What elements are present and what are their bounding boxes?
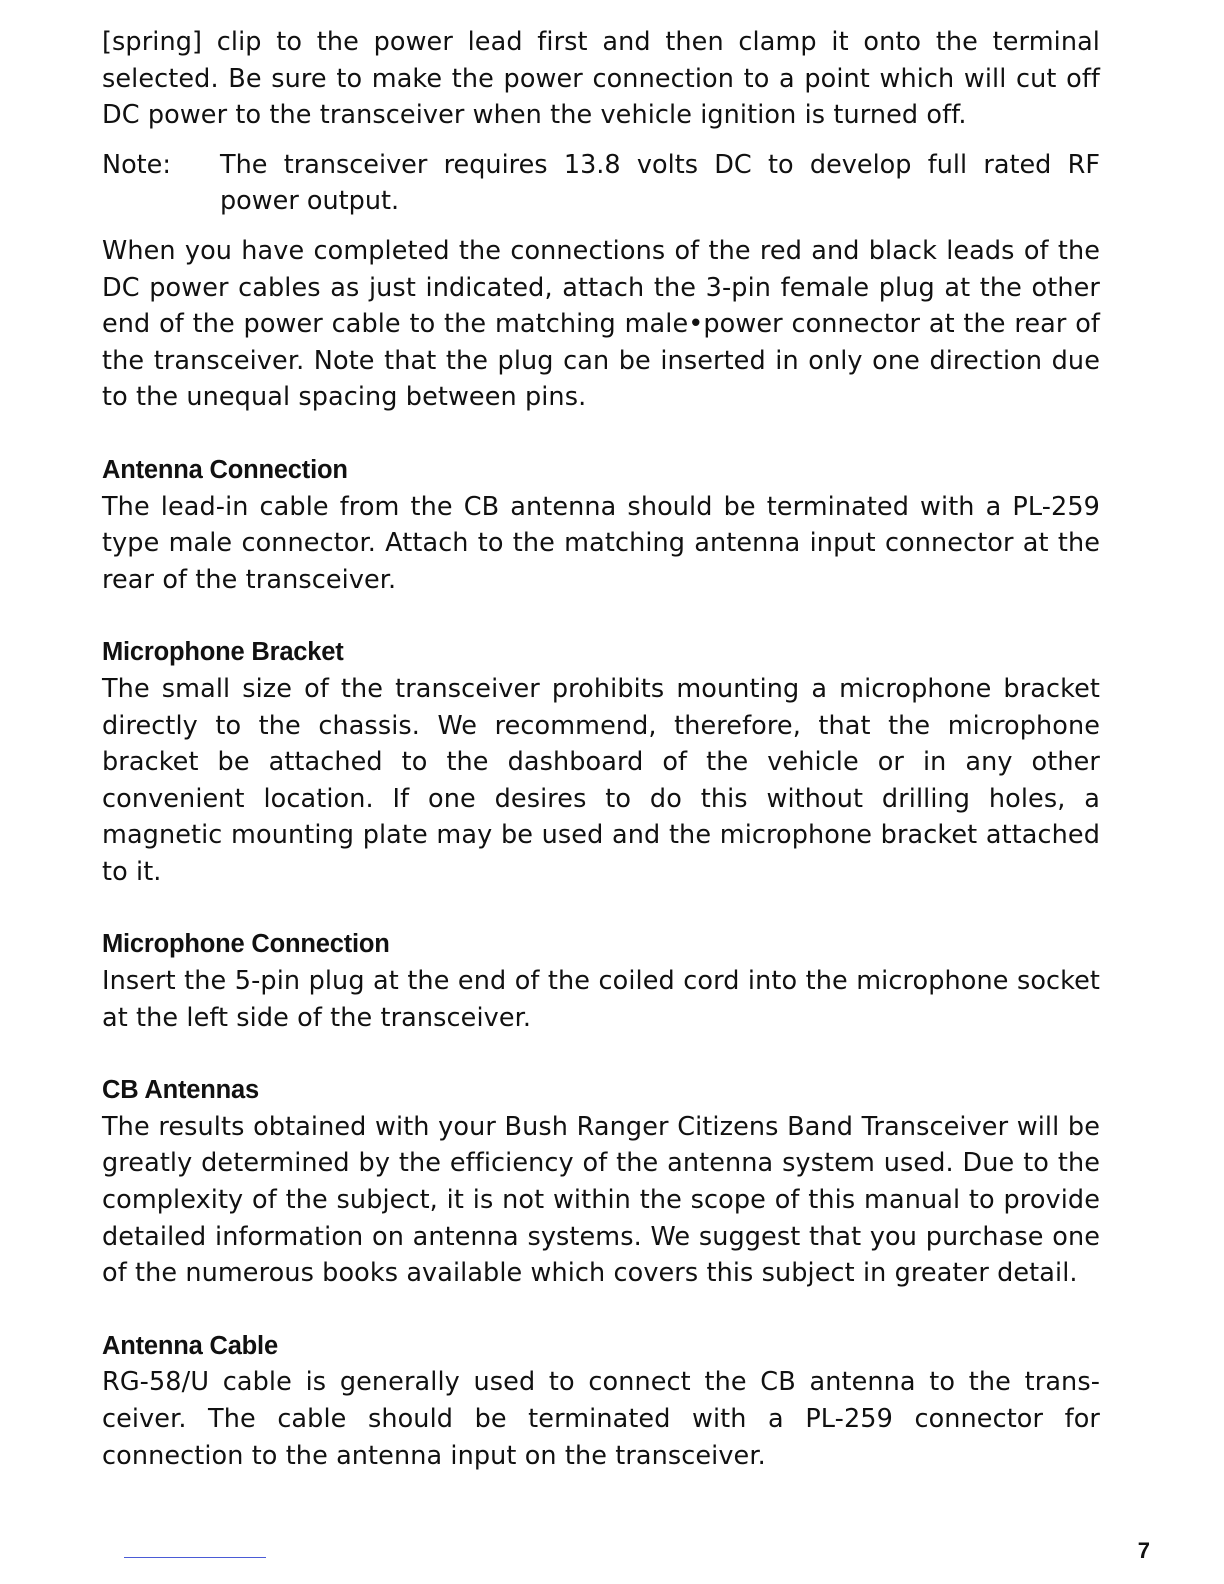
section-heading: Microphone Bracket: [102, 638, 344, 667]
page-number: 7: [1137, 1538, 1150, 1563]
section-heading: CB Antennas: [102, 1076, 259, 1105]
intro-paragraph: [spring] clip to the power lead first and then clamp it onto the terminal selected. Be sure to make the power connection to a point which will cut off DC power to the transceiver when the vehicle ignition is turned off.: [102, 27, 1100, 131]
power-cable-paragraph: When you have completed the connections of the red and black leads of the DC power cables as just indicated, attach the 3-pin female plug at the other end of the power cable to the matching male•power connector at the rear of the transceiver. Note that the plug can be inserted in only one direction due to the unequal spacing between pins.: [102, 235, 1100, 413]
section-text: RG-58/U cable is generally used to connect the CB antenna to the trans-ceiver. The cable should be terminated with a PL-259 connector for connection to the antenna input on the transceiver.: [102, 1367, 1100, 1471]
power-note: [102, 147, 1100, 220]
section-microphone-bracket: [102, 634, 1100, 890]
note-label: Note:: [102, 149, 171, 180]
section-text: The small size of the transceiver prohibits mounting a microphone bracket directly to the chassis. We recommend, therefore, that the microphone bracket be attached to the dashboard of the vehicle or in any other convenient location. If one desires to do this without drilling holes, a magnetic mounting plate may be used and the microphone bracket attached to it.: [102, 673, 1100, 887]
manual-page: [102, 24, 1100, 1474]
section-heading: Microphone Connection: [102, 930, 390, 959]
section-cb-antennas: [102, 1072, 1100, 1292]
section-text: Insert the 5-pin plug at the end of the coiled cord into the microphone socket at the left side of the transceiver.: [102, 966, 1100, 1033]
section-antenna-connection: [102, 452, 1100, 598]
section-heading: Antenna Connection: [102, 455, 348, 484]
section-text: The results obtained with your Bush Ranger Citizens Band Transceiver will be greatly determined by the efficiency of the antenna system used. Due to the complexity of the subject, it is not within the scope of this manual to provide detailed information on antenna systems. We suggest that you purchase one of the numerous books available which covers this subject in greater detail.: [102, 1111, 1100, 1289]
section-microphone-connection: [102, 926, 1100, 1036]
footer-rule: [124, 1557, 266, 1558]
note-text: The transceiver requires 13.8 volts DC to develop full rated RF power output.: [220, 149, 1100, 217]
section-text: The lead-in cable from the CB antenna should be terminated with a PL-259 type male connector. Attach to the matching antenna input connector at the rear of the transceiver.: [102, 491, 1100, 595]
section-antenna-cable: [102, 1328, 1100, 1474]
section-heading: Antenna Cable: [102, 1331, 278, 1360]
